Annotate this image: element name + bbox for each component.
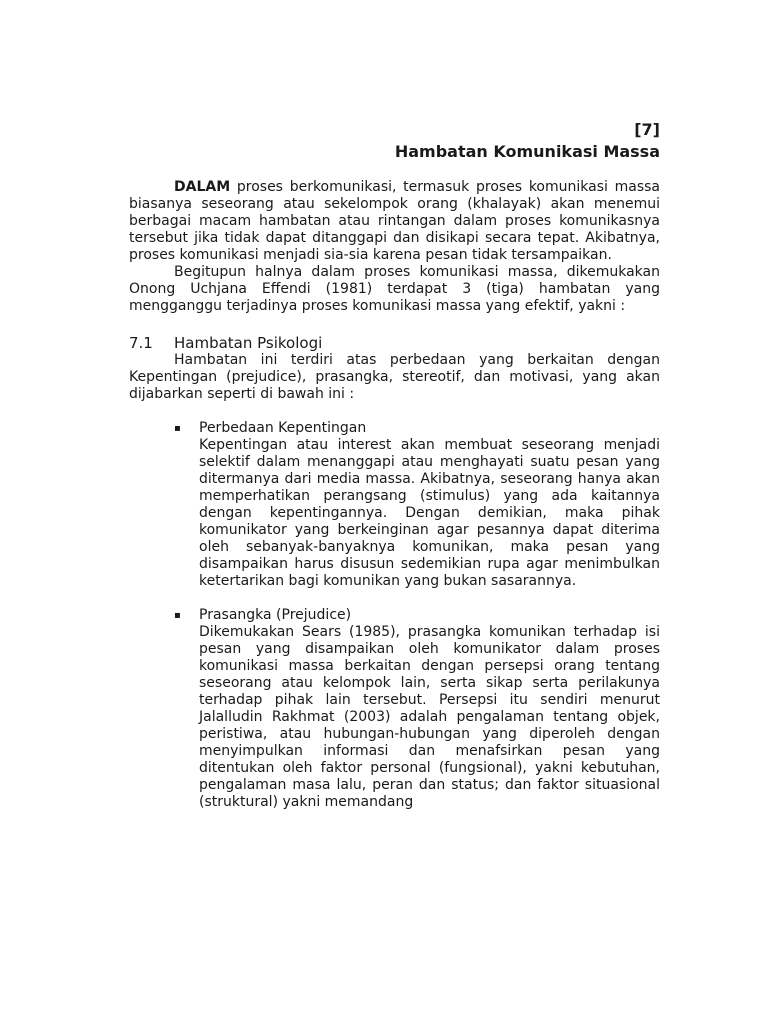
bullet-title: Prasangka (Prejudice) [199,607,352,623]
intro-paragraph-1 [129,179,660,264]
section-intro: Hambatan ini terdiri atas perbedaan yang berkaitan dengan Kepentingan (prejudice), prasangka, stereotif, dan motivasi, yang akan dijabarkan seperti di bawah ini : [129,352,660,402]
chapter-number: [7] [634,120,660,139]
intro-paragraph-1-text: proses berkomunikasi, termasuk proses komunikasi massa biasanya seseorang atau sekelompok orang (khalayak) akan menemui berbagai macam hambatan atau rintangan dalam proses komunikasnya tersebut jika tidak dapat ditanggapi dan disikapi secara tepat. Akibatnya, proses komunikasi menjadi sia-sia karena pesan tidak tersampaikan. [129,179,660,263]
bullet-square-icon: ▪ [174,423,181,434]
intro-paragraph-2: Begitupun halnya dalam proses komunikasi massa, dikemukakan Onong Uchjana Effendi (1981) terdapat 3 (tiga) hambatan yang mengganggu terjadinya proses komunikasi massa yang efektif, yakni : [129,264,660,314]
section-title: Hambatan Psikologi [174,334,323,352]
bullet-title: Perbedaan Kepentingan [199,420,367,436]
bullet-body: Dikemukakan Sears (1985), prasangka komunikan terhadap isi pesan yang disampaikan oleh komunikator dalam proses komunikasi massa berkaitan dengan persepsi orang tentang seseorang atau kelompok lain, serta sikap serta perilakunya terhadap pihak lain tersebut. Persepsi itu sendiri menurut Jalalludin Rakhmat (2003) adalah pengalaman tentang objek, peristiwa, atau hubungan-hubungan yang diperoleh dengan menyimpulkan informasi dan menafsirkan pesan yang ditentukan oleh faktor personal (fungsional), yakni kebutuhan, pengalaman masa lalu, peran dan status; dan faktor situasional (struktural) yakni memandang [199,624,660,810]
bullet-square-icon: ▪ [174,610,181,621]
bullet-list [129,420,660,811]
section-number: 7.1 [129,334,153,352]
list-item [129,607,660,811]
bullet-body: Kepentingan atau interest akan membuat seseorang menjadi selektif dalam menanggapi atau menghayati suatu pesan yang ditermanya dari media massa. Akibatnya, seseorang hanya akan memperhatikan perangsang (stimulus) yang ada kaitannya dengan kepentingannya. Dengan demikian, maka pihak komunikator yang berkeinginan agar pesannya dapat diterima oleh sebanyak-banyaknya komunikan, maka pesan yang disampaikan harus disusun sedemikian rupa agar menimbulkan ketertarikan bagi komunikan yang bukan sasarannya. [199,437,660,589]
chapter-title: Hambatan Komunikasi Massa [394,142,660,161]
list-item [129,420,660,590]
lead-word: DALAM [174,179,231,195]
section-heading [129,335,660,352]
